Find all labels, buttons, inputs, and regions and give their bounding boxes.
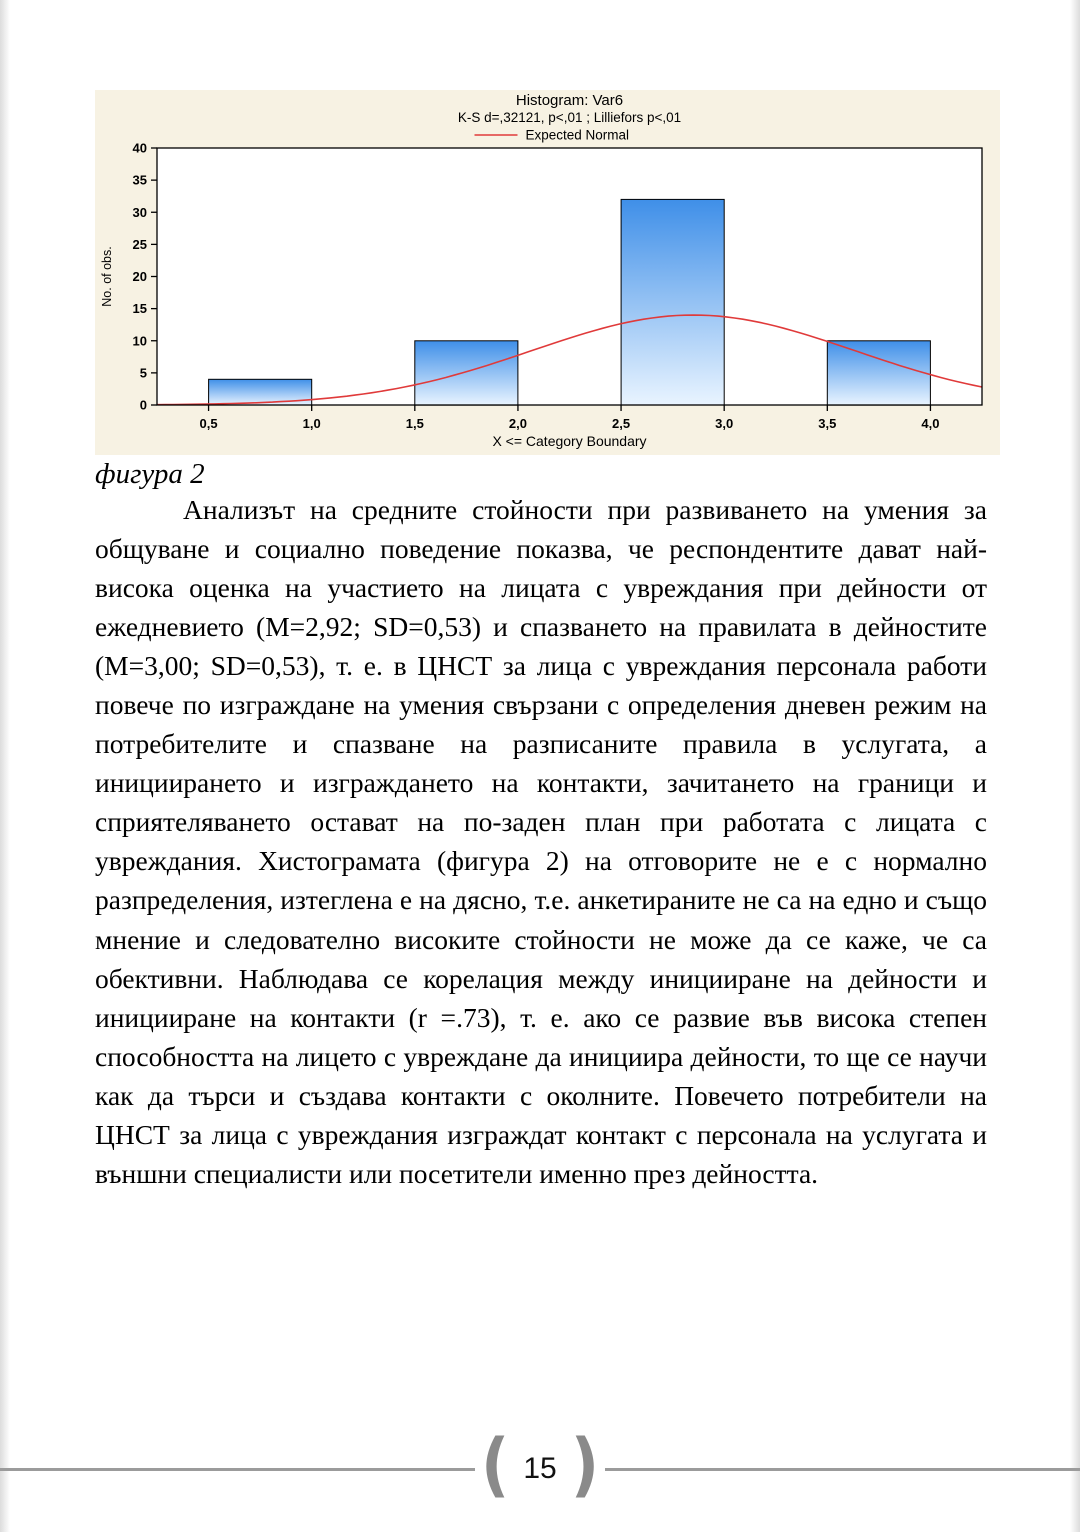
histogram-bar — [415, 341, 518, 405]
page-number: 15 — [523, 1452, 557, 1485]
histogram-svg — [95, 90, 1000, 455]
x-tick-label: 1,5 — [405, 416, 424, 431]
footer-rule-left — [0, 1468, 475, 1471]
footer-rule-right — [605, 1468, 1080, 1471]
chart-title: Histogram: Var6 — [515, 92, 624, 109]
y-axis-title: No. of obs. — [100, 246, 114, 307]
y-tick-label: 0 — [139, 397, 147, 413]
page-edge-left — [0, 0, 10, 1532]
page-footer — [0, 1423, 1080, 1506]
x-axis-title: X <= Category Boundary — [492, 433, 647, 449]
chart-subtitle: K-S d=,32121, p<,01 ; Lilliefors p<,01 — [457, 110, 682, 125]
x-tick-label: 1,0 — [302, 416, 321, 431]
legend-label: Expected Normal — [525, 127, 630, 143]
x-tick-label: 2,0 — [508, 416, 527, 431]
x-tick-label: 3,5 — [818, 416, 837, 431]
body-paragraph: Анализът на средните стойности при развиването на умения за общуване и социално поведение показва, че респондентите дават най-висока оценка на участието на лицата с увреждания при дейности от ежедневието (М=2,92; SD=0,53) и спазването на правилата в дейностите (М=3,00; SD=0,53), т. е. в ЦНСТ за лица с увреждания персонала работи повече по изграждане на умения свързани с определения дневен режим на потребителите и спазване на разписаните правила в услугата, а инициирането и изграждането на контакти, зачитането на граници и сприятеляването остават на по-заден план при работата с лицата с увреждания. Хистограмата (фигура 2) на отговорите не е с нормално разпределения, изтеглена е на дясно, т.е. анкетираните не са на едно и също мнение и следователно високите стойности не може да се каже, че са обективни. Наблюдава се корелация между иницииране на дейности и иницииране на контакти (r =.73), т. е. ако се развие във висока степен способността на лицето с увреждане да инициира дейности, то ще се научи как да търси и създава контакти с околните. Повечето потребители на ЦНСТ за лица с увреждания изграждат контакт с персонала на услугата и външни специалисти или посетители именно през дейността. — [95, 494, 987, 1189]
y-tick-label: 10 — [132, 333, 147, 349]
x-tick-label: 3,0 — [715, 416, 734, 431]
y-tick-label: 20 — [132, 269, 147, 284]
figure-caption: фигура 2 — [95, 458, 205, 490]
histogram-bar — [621, 199, 724, 405]
y-tick-label: 25 — [132, 236, 147, 252]
histogram-figure — [95, 90, 1000, 455]
y-tick-label: 40 — [132, 140, 147, 156]
x-tick-label: 4,0 — [921, 416, 940, 431]
histogram-bar — [827, 341, 930, 405]
footer-bracket-right-icon: ) — [570, 1423, 600, 1506]
y-tick-label: 30 — [132, 204, 147, 220]
y-tick-label: 35 — [132, 172, 147, 188]
y-tick-label: 5 — [139, 365, 147, 381]
x-tick-label: 0,5 — [199, 416, 218, 431]
page-edge-right — [1070, 0, 1080, 1532]
footer-bracket-left-icon: ( — [480, 1423, 510, 1506]
y-tick-label: 15 — [132, 301, 147, 317]
x-tick-label: 2,5 — [612, 416, 631, 431]
